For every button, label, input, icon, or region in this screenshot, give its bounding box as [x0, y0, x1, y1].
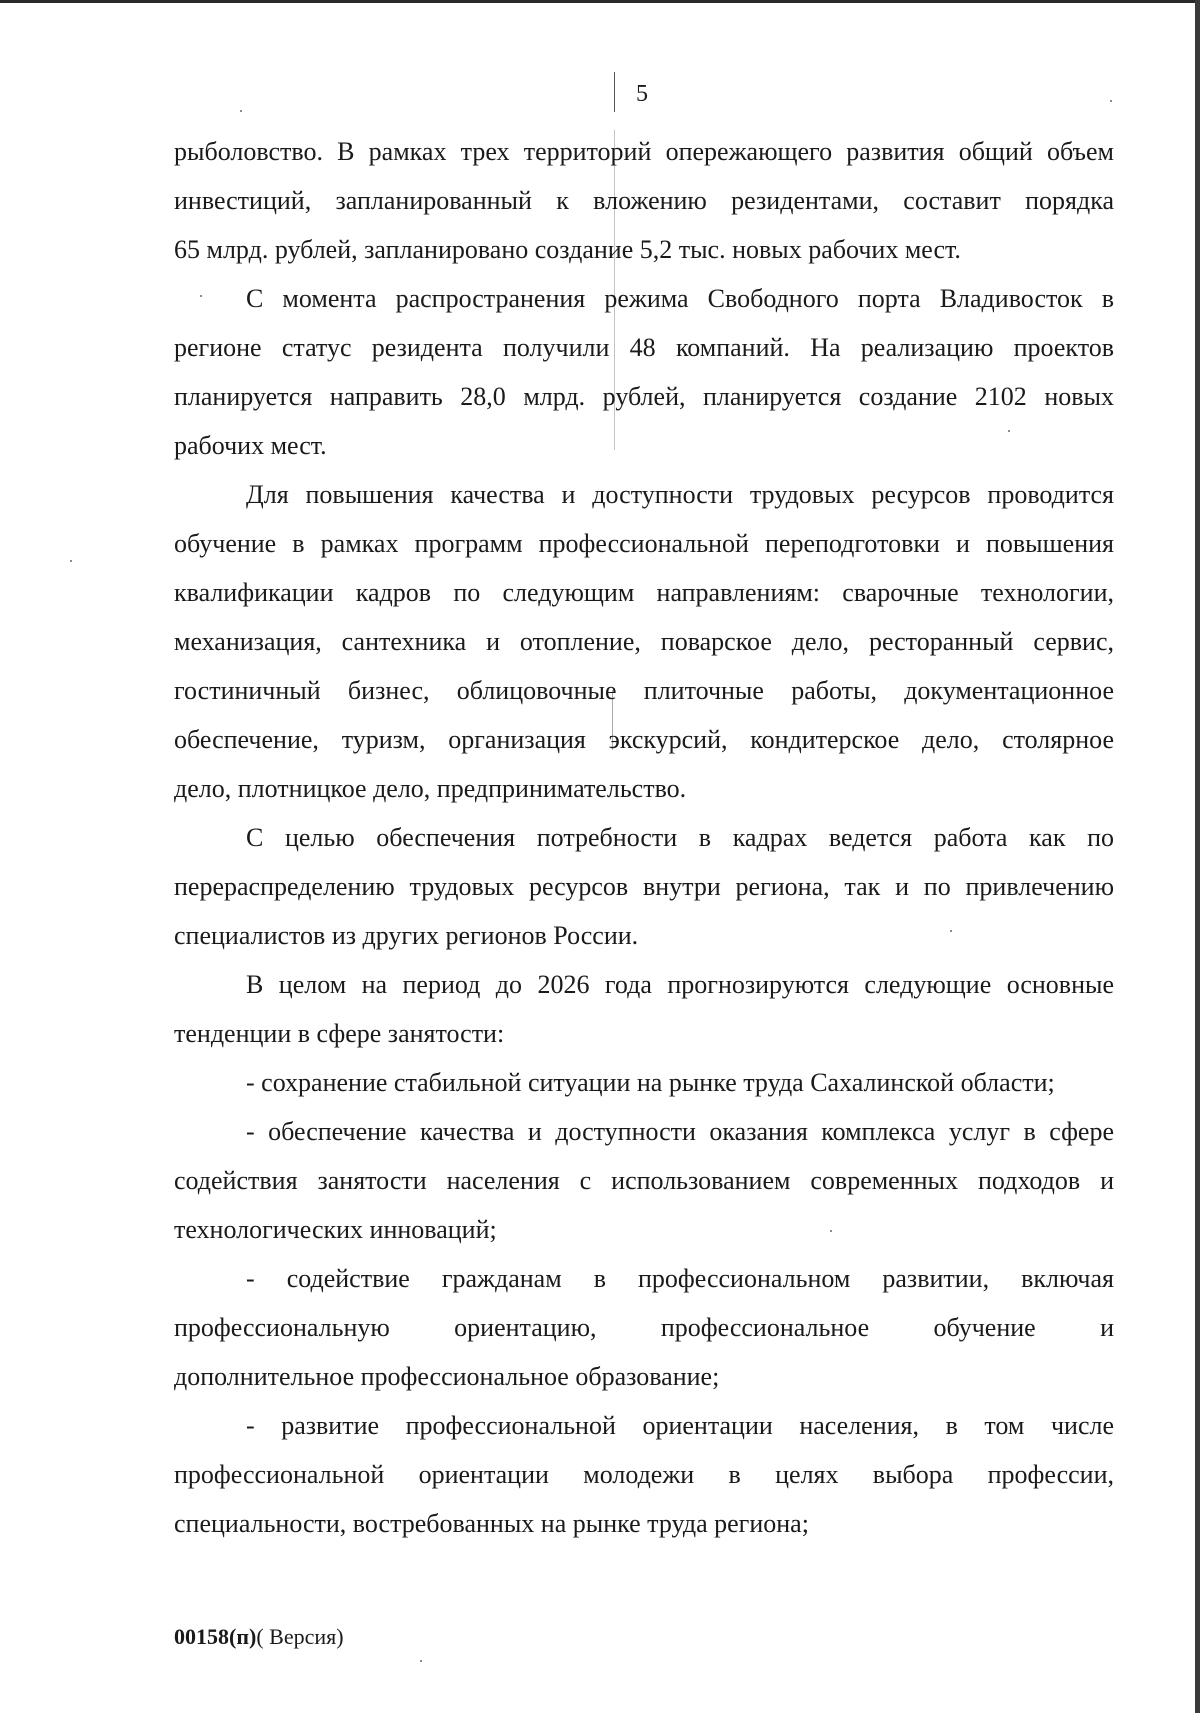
scan-speck [1110, 100, 1112, 102]
body-text-line: С целью обеспечения потребности в кадрах ведется работа как по [246, 823, 1114, 852]
body-text-line: обучение в рамках программ профессиональной переподготовки и повышения [174, 529, 1114, 558]
scan-speck [240, 110, 242, 112]
body-text-line: квалификации кадров по следующим направлениям: сварочные технологии, [174, 578, 1114, 607]
list-item-line: специальности, востребованных на рынке труда региона; [174, 1509, 809, 1538]
body-text-line: В целом на период до 2026 года прогнозируются следующие основные [246, 970, 1114, 999]
list-item-line: профессиональную ориентацию, профессиональное обучение и [174, 1313, 1114, 1342]
document-footer [174, 1624, 344, 1650]
body-text-line: перераспределению трудовых ресурсов внутри региона, так и по привлечению [174, 872, 1114, 901]
list-item-line: содействия занятости населения с использованием современных подходов и [174, 1166, 1114, 1195]
body-text-line: Для повышения качества и доступности трудовых ресурсов проводится [246, 480, 1114, 509]
list-item-line: профессиональной ориентации молодежи в целях выбора профессии, [174, 1460, 1114, 1489]
scan-speck [420, 1660, 422, 1662]
list-item-line: - обеспечение качества и доступности оказания комплекса услуг в сфере [246, 1117, 1114, 1146]
body-text-line: дело, плотницкое дело, предпринимательство. [174, 774, 687, 803]
body-text-line: С момента распространения режима Свободного порта Владивосток в [246, 284, 1114, 313]
document-code: 00158(п) [174, 1624, 257, 1649]
body-text-line: специалистов из других регионов России. [174, 921, 639, 950]
list-item-line: - развитие профессиональной ориентации населения, в том числе [246, 1411, 1114, 1440]
list-item-line: технологических инноваций; [174, 1215, 497, 1244]
document-version: ( Версия) [256, 1624, 344, 1649]
body-text-line: инвестиций, запланированный к вложению резидентами, составит порядка [174, 186, 1114, 215]
body-text-line: механизация, сантехника и отопление, поварское дело, ресторанный сервис, [174, 627, 1114, 656]
scan-border-right [1195, 0, 1200, 1713]
page-number: 5 [636, 81, 648, 107]
body-text-line: рабочих мест. [174, 431, 327, 460]
body-text-line: рыболовство. В рамках трех территорий опережающего развития общий объем [174, 137, 1114, 166]
list-item-line: дополнительное профессиональное образование; [174, 1362, 720, 1391]
list-item-line: - сохранение стабильной ситуации на рынке труда Сахалинской области; [246, 1068, 1055, 1097]
scan-fold-line [614, 72, 615, 112]
body-text-line: 65 млрд. рублей, запланировано создание 5,2 тыс. новых рабочих мест. [174, 235, 961, 264]
body-text-line: тенденции в сфере занятости: [174, 1019, 505, 1048]
body-text-line: планируется направить 28,0 млрд. рублей, планируется создание 2102 новых [174, 382, 1114, 411]
list-item-line: - содействие гражданам в профессиональном развитии, включая [246, 1264, 1114, 1293]
scan-border-top [0, 0, 1200, 3]
body-text-line: гостиничный бизнес, облицовочные плиточные работы, документационное [174, 676, 1114, 705]
body-text-line: обеспечение, туризм, организация экскурсий, кондитерское дело, столярное [174, 725, 1114, 754]
scan-speck [200, 295, 202, 297]
scan-speck [70, 560, 72, 562]
body-text-line: регионе статус резидента получили 48 компаний. На реализацию проектов [174, 333, 1114, 362]
